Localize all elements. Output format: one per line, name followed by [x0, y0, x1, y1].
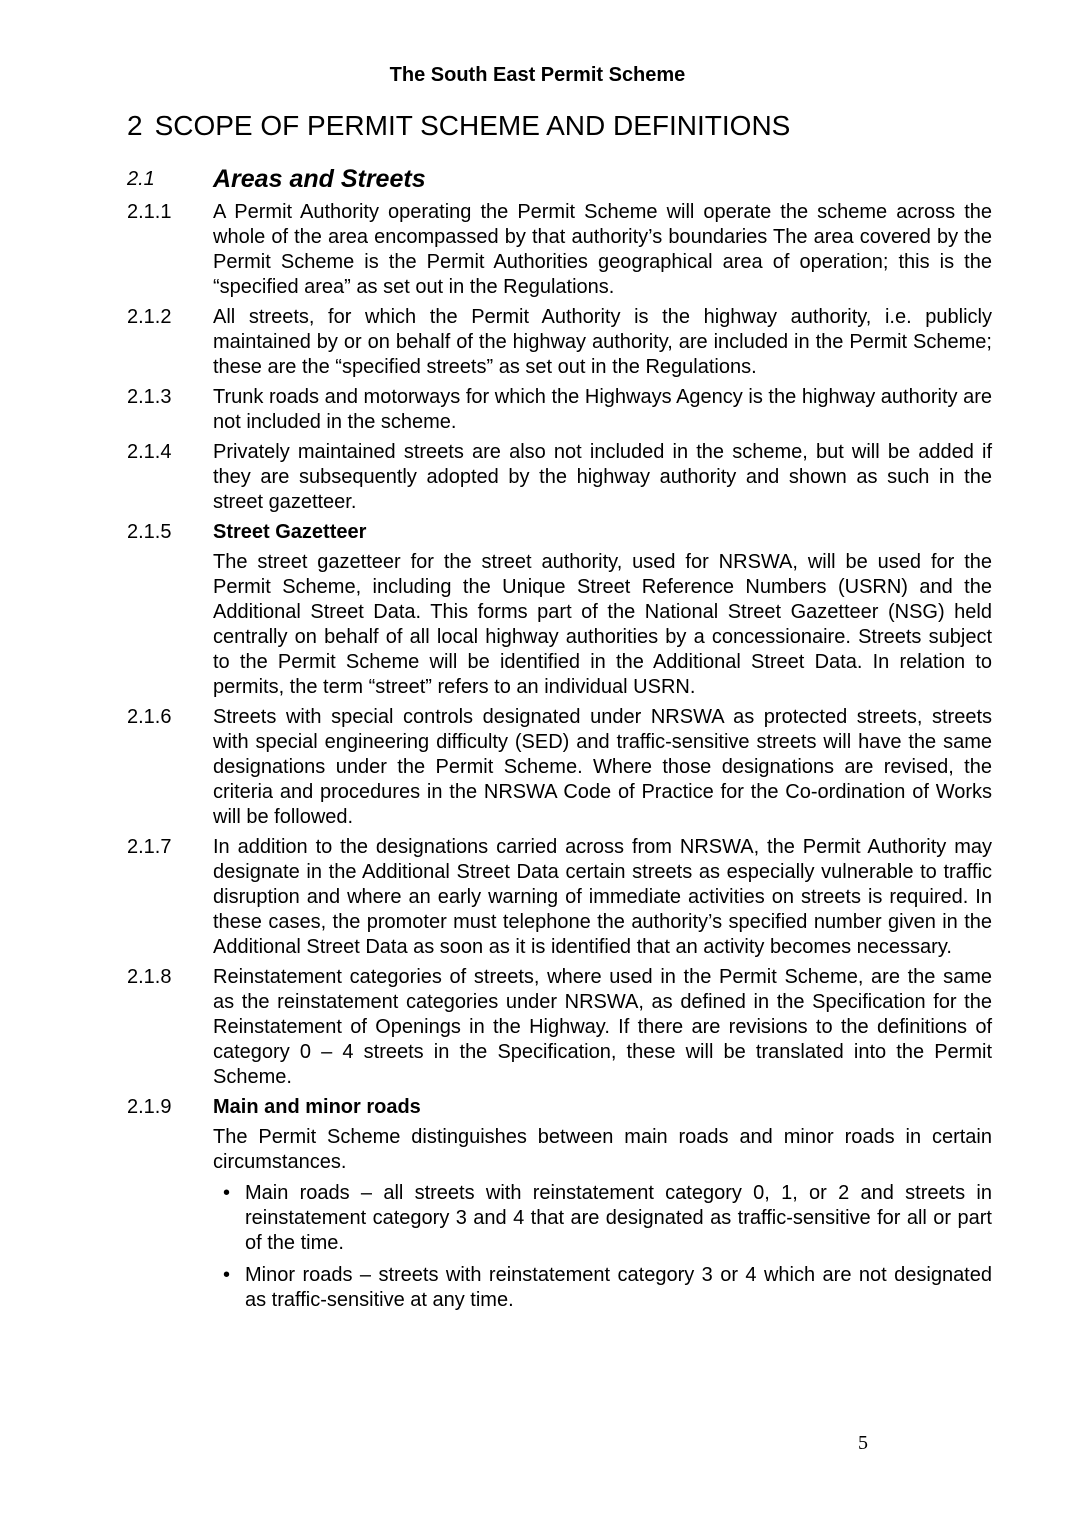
section-number: 2: [127, 110, 143, 141]
paragraph-2-1-2: [127, 305, 992, 380]
paragraph-number: 2.1.3: [127, 386, 172, 408]
section-title: SCOPE OF PERMIT SCHEME AND DEFINITIONS: [154, 110, 791, 141]
paragraph-number: 2.1.7: [127, 836, 172, 858]
list-item-text: Minor roads – streets with reinstatement category 3 or 4 which are not designated as traffic-sensitive at any time.: [245, 1264, 992, 1311]
body-content: [127, 200, 992, 1320]
subsection-number: 2.1: [127, 168, 155, 190]
paragraph-2-1-5: [127, 520, 992, 700]
paragraph-number: 2.1.6: [127, 706, 172, 728]
paragraph-text: The Permit Scheme distinguishes between main roads and minor roads in certain circumstances.: [213, 1126, 992, 1173]
subsection-title: Areas and Streets: [213, 165, 426, 193]
list-item: [213, 1181, 992, 1256]
paragraph-number: 2.1.4: [127, 441, 172, 463]
paragraph-number: 2.1.2: [127, 306, 172, 328]
paragraph-text: All streets, for which the Permit Authority is the highway authority, i.e. publicly maintained by or on behalf of the highway authority, are included in the Permit Scheme; these are the “specified streets” as set out in the Regulations.: [213, 306, 992, 378]
paragraph-number: 2.1.9: [127, 1096, 172, 1118]
running-header: The South East Permit Scheme: [389, 64, 686, 86]
paragraph-2-1-6: [127, 705, 992, 830]
list-item: [213, 1263, 992, 1313]
paragraph-2-1-4: [127, 440, 992, 515]
paragraph-2-1-8: [127, 965, 992, 1090]
subsection-heading: [127, 165, 997, 197]
paragraph-text: Reinstatement categories of streets, where used in the Permit Scheme, are the same as the reinstatement categories under NRSWA, as defined in the Specification for the Reinstatement of Openings in the Highway. If there are revisions to the definitions of category 0 – 4 streets in the Specification, these will be translated into the Permit Scheme.: [213, 966, 992, 1088]
paragraph-text: Privately maintained streets are also not included in the scheme, but will be added if they are subsequently adopted by the highway authority and shown as such in the street gazetteer.: [213, 441, 992, 513]
bullet-icon: •: [223, 1182, 231, 1204]
list-item-text: Main roads – all streets with reinstatement category 0, 1, or 2 and streets in reinstatement category 3 and 4 that are designated as traffic-sensitive for all or part of the time.: [245, 1182, 992, 1254]
paragraph-2-1-3: [127, 385, 992, 435]
paragraph-2-1-7: [127, 835, 992, 960]
bullet-icon: •: [223, 1264, 231, 1286]
paragraph-2-1-1: [127, 200, 992, 300]
paragraph-2-1-9: [127, 1095, 992, 1313]
paragraph-number: 2.1.8: [127, 966, 172, 988]
paragraph-number: 2.1.5: [127, 521, 172, 543]
paragraph-heading: Street Gazetteer: [213, 521, 367, 543]
page-number: 5: [858, 1432, 868, 1454]
paragraph-number: 2.1.1: [127, 201, 172, 223]
paragraph-text: A Permit Authority operating the Permit Scheme will operate the scheme across the whole of the area encompassed by that authority’s boundaries The area covered by the Permit Scheme is the Permit Authorities geographical area of operation; this is the “specified area” as set out in the Regulations.: [213, 201, 992, 298]
section-heading: [127, 110, 790, 142]
paragraph-text: The street gazetteer for the street authority, used for NRSWA, will be used for the Permit Scheme, including the Unique Street Reference Numbers (USRN) and the Additional Street Data. This forms part of the National Street Gazetteer (NSG) held centrally on behalf of all local highway authorities by a concessionaire. Streets subject to the Permit Scheme will be identified in the Additional Street Data. In relation to permits, the term “street” refers to an individual USRN.: [213, 551, 992, 698]
paragraph-text: Trunk roads and motorways for which the Highways Agency is the highway authority are not included in the scheme.: [213, 386, 992, 433]
paragraph-text: In addition to the designations carried across from NRSWA, the Permit Authority may designate in the Additional Street Data certain streets as especially vulnerable to traffic disruption and where an early warning of immediate activities on streets is required. In these cases, the promoter must telephone the authority’s specified number given in the Additional Street Data as soon as it is identified that an activity becomes necessary.: [213, 836, 992, 958]
paragraph-text: Streets with special controls designated under NRSWA as protected streets, streets with special engineering difficulty (SED) and traffic-sensitive streets will have the same designations under the Permit Scheme. Where those designations are revised, the criteria and procedures in the NRSWA Code of Practice for the Co-ordination of Works will be followed.: [213, 706, 992, 828]
bullet-list: [213, 1181, 992, 1313]
paragraph-heading: Main and minor roads: [213, 1096, 421, 1118]
